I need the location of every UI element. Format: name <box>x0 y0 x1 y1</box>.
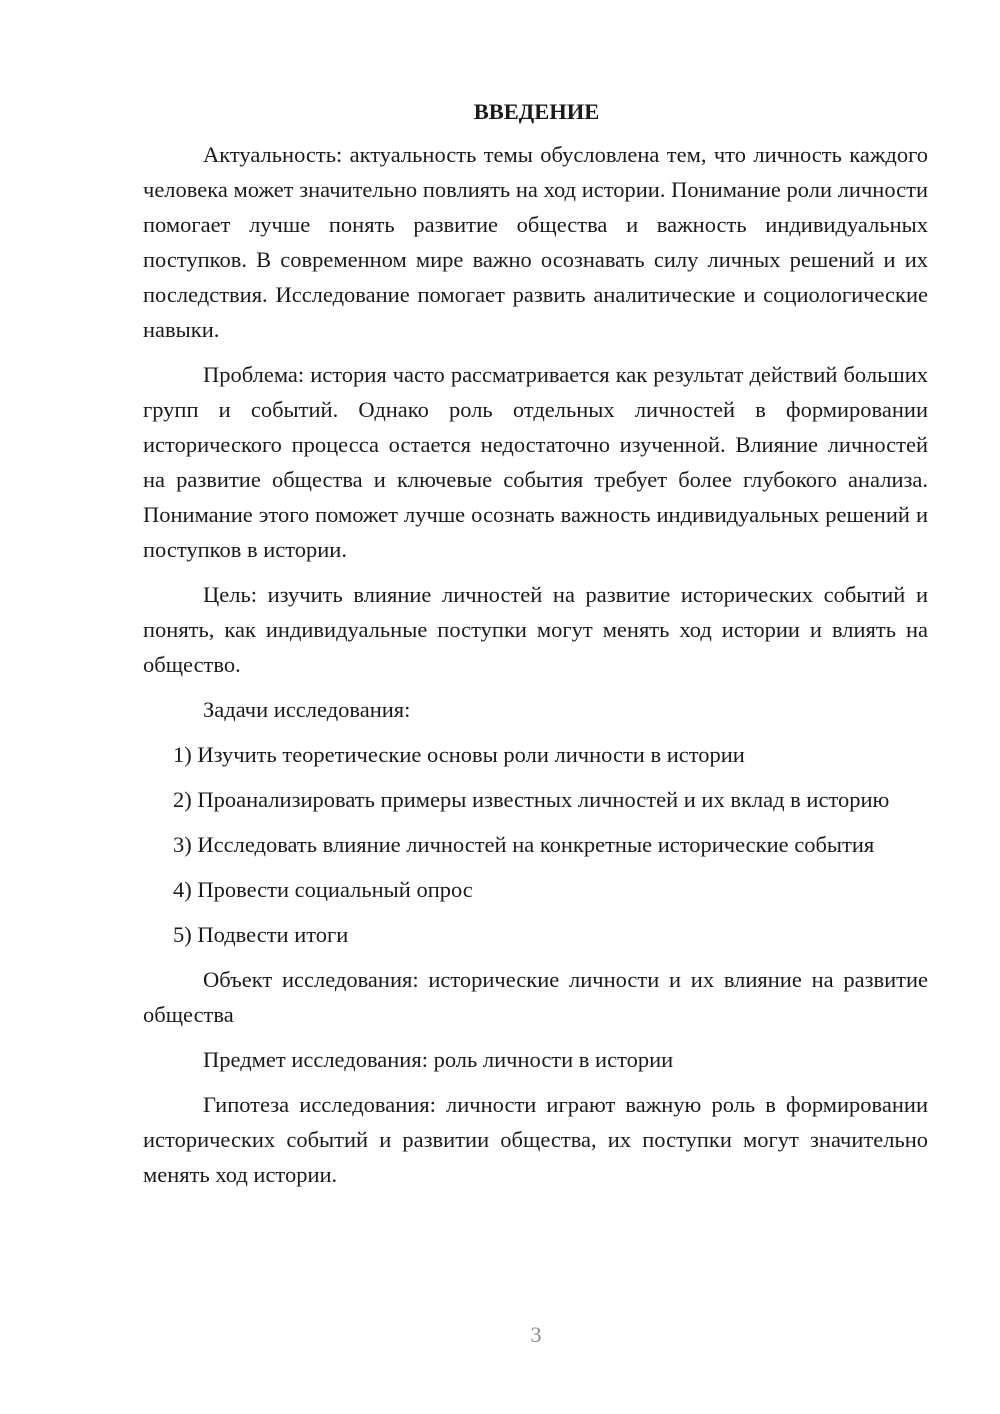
page-content <box>143 96 928 1202</box>
relevance-paragraph: Актуальность: актуальность темы обусловлена тем, что личность каждого человека может значительно повлиять на ход истории. Понимание роли личности помогает лучше понять развитие общества и важность индивидуальных поступков. В современном мире важно осознавать силу личных решений и их последствия. Исследование помогает развить аналитические и социологические навыки. <box>143 142 928 342</box>
object-paragraph: Объект исследования: исторические личности и их влияние на развитие общества <box>143 967 928 1027</box>
subject-paragraph: Предмет исследования: роль личности в истории <box>203 1047 674 1072</box>
problem-paragraph: Проблема: история часто рассматривается как результат действий больших групп и событий. Однако роль отдельных личностей в формировании исторического процесса остается недостаточно изученной. Влияние личностей на развитие общества и ключевые события требует более глубокого анализа. Понимание этого поможет лучше осознать важность индивидуальных решений и поступков в истории. <box>143 362 928 562</box>
task-item: 3) Исследовать влияние личностей на конкретные исторические события <box>173 832 875 857</box>
goal-paragraph: Цель: изучить влияние личностей на развитие исторических событий и понять, как индивидуальные поступки могут менять ход истории и влиять на общество. <box>143 582 928 677</box>
section-title: ВВЕДЕНИЕ <box>473 99 600 124</box>
page-number: 3 <box>530 1322 542 1347</box>
task-item: 4) Провести социальный опрос <box>173 877 473 902</box>
tasks-heading: Задачи исследования: <box>203 697 411 722</box>
task-item: 1) Изучить теоретические основы роли личности в истории <box>173 742 745 767</box>
task-item: 2) Проанализировать примеры известных личностей и их вклад в историю <box>173 787 890 812</box>
task-item: 5) Подвести итоги <box>173 922 349 947</box>
hypothesis-paragraph: Гипотеза исследования: личности играют важную роль в формировании исторических событий и развитии общества, их поступки могут значительно менять ход истории. <box>143 1092 928 1187</box>
